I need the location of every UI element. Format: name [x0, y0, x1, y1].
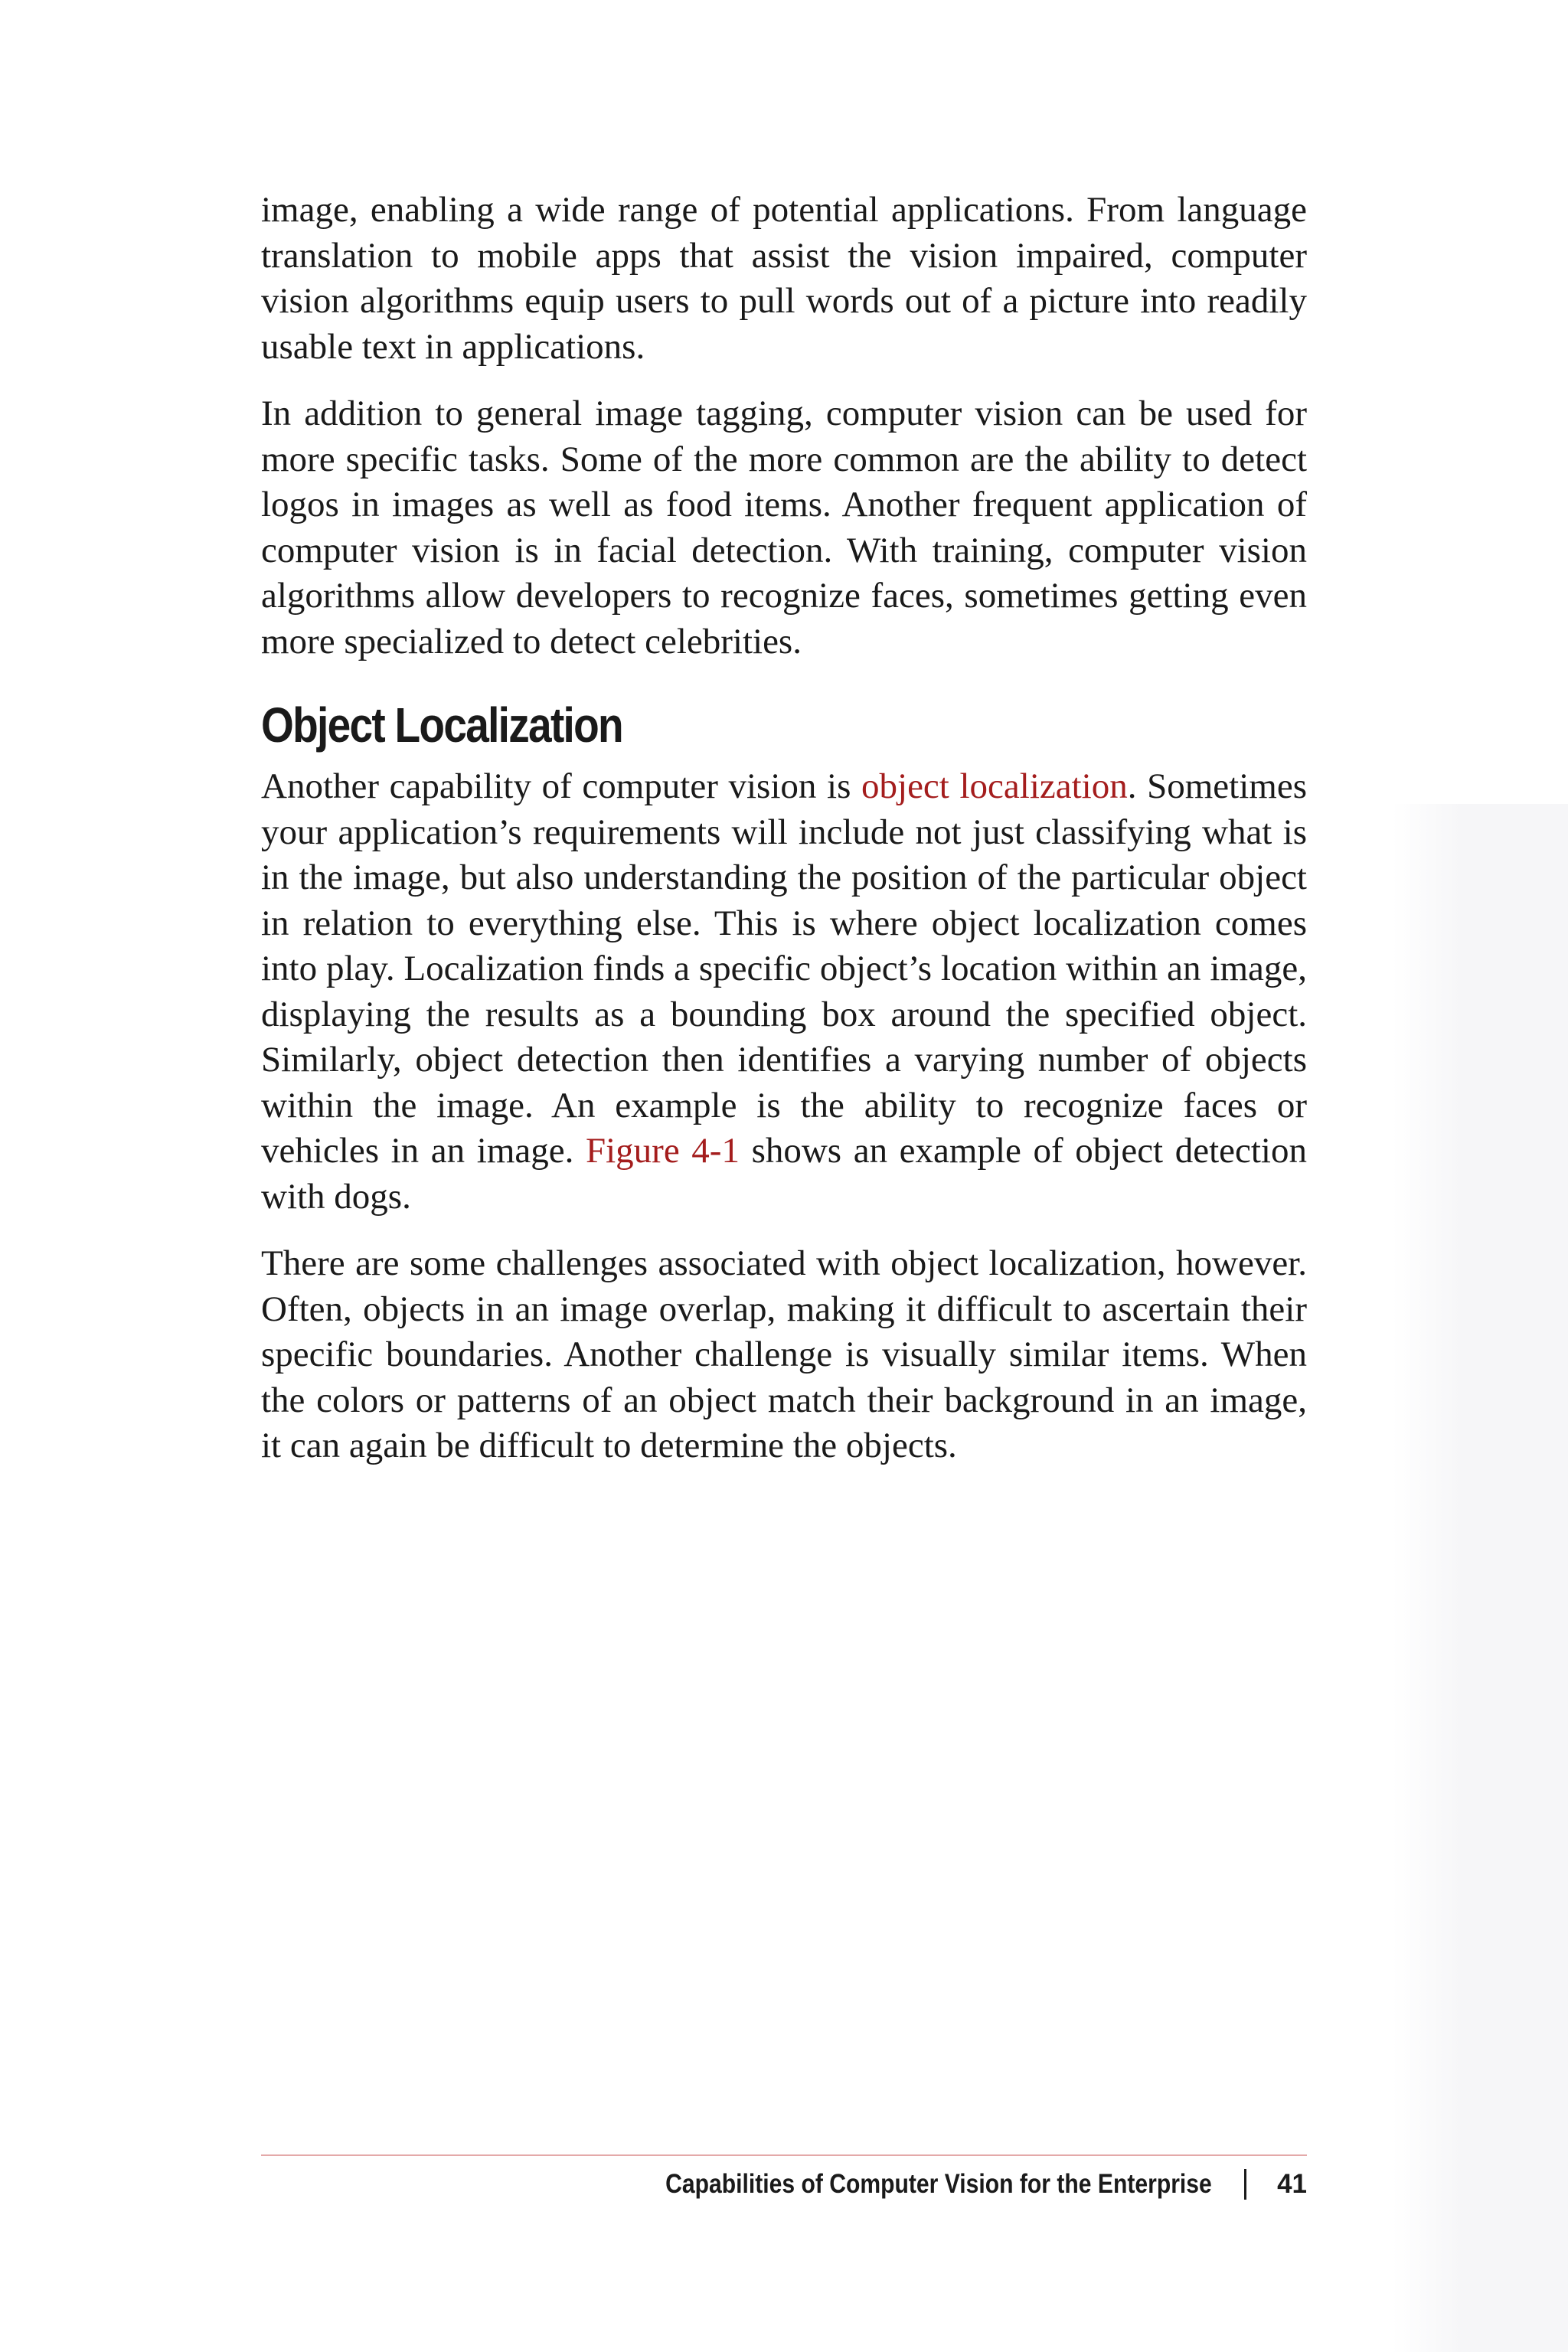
paragraph-4: There are some challenges associated with object localization, however. Often, objects in an image overlap, making it difficult to ascertain their specific boundaries. Another challenge is visually similar items. When the colors or patterns of an object match their background in an image, it can again be difficult to determine the objects.	[261, 1243, 1307, 1465]
paragraph-2: In addition to general image tagging, computer vision can be used for more specific tasks. Some of the more common are the ability to detect logos in images as well as food items. Another frequent application of computer vision is in facial detection. With training, computer vision algorithms allow developers to recognize faces, sometimes getting even more specialized to detect celebrities.	[261, 394, 1307, 662]
paragraph-3-text-b: . Sometimes your application’s requirements will include not just classifying what is in the image, but also understanding the position of the particular object in relation to everything else. This is where object localization comes into play. Localization finds a specific object’s location within an image, displaying the results as a bounding box around the specified object. Similarly, object detection then identifies a varying number of objects within the image. An example is the ability to recognize faces or vehicles in an image.	[261, 766, 1307, 1171]
paragraph-1: image, enabling a wide range of potential applications. From language translation to mobile apps that assist the vision impaired, computer vision algorithms equip users to pull words out of a picture into readily usable text in applications.	[261, 190, 1307, 367]
figure-4-1-link[interactable]: Figure 4-1	[585, 1131, 740, 1171]
footer-separator	[1244, 2169, 1246, 2200]
object-localization-link[interactable]: object localization	[861, 766, 1128, 806]
footer-rule	[261, 2154, 1307, 2156]
running-title: Capabilities of Computer Vision for the Enterprise	[665, 2169, 1213, 2199]
page-edge-shade	[1392, 804, 1568, 2352]
paragraph-3-text-a: Another capability of computer vision is	[261, 766, 862, 806]
paragraph-3-text-c: shows an example of object detection with dogs.	[261, 1131, 1307, 1217]
body-text	[261, 188, 1307, 1491]
paragraph-3	[261, 764, 1307, 1220]
section-heading: Object Localization	[261, 697, 622, 753]
page-number: 41	[1277, 2169, 1307, 2199]
page-footer	[577, 2164, 1307, 2205]
